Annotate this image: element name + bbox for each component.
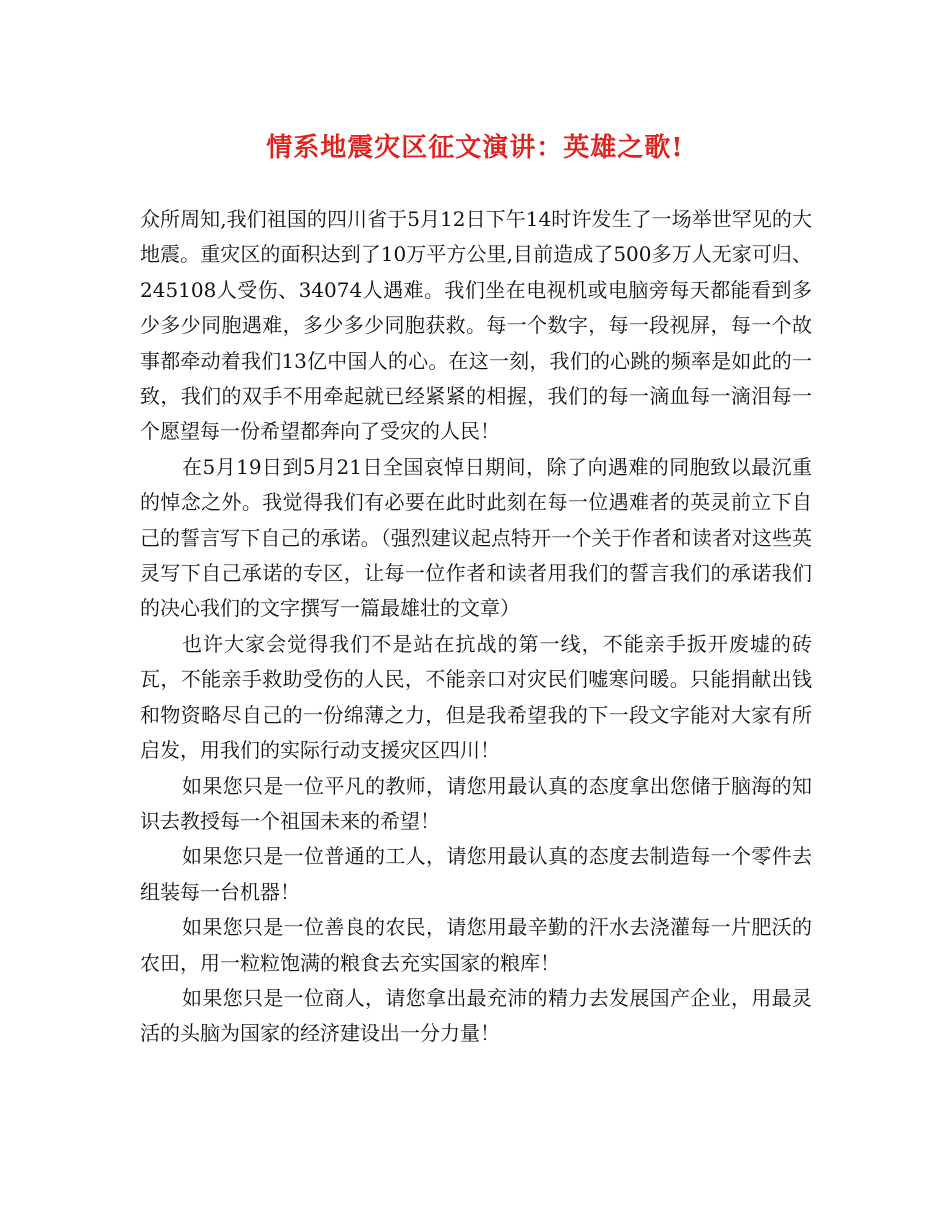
- paragraph-teacher: 如果您只是一位平凡的教师，请您用最认真的态度拿出您储于脑海的知识去教授每一个祖国未来的希望！: [140, 773, 812, 833]
- paragraph-merchant: 如果您只是一位商人，请您拿出最充沛的精力去发展国产企业，用最灵活的头脑为国家的经济建设出一分力量！: [140, 985, 812, 1046]
- paragraph-mourning: 在5月19日到5月21日全国哀悼日期间，除了向遇难的同胞致以最沉重的悼念之外。我觉得我们有必要在此时此刻在每一位遇难者的英灵前立下自己的誓言写下自己的承诺。（强烈建议起点特开一个关于作者和读者对这些英灵写下自己承诺的专区，让每一位作者和读者用我们的誓言我们的承诺我们的决心我们的文字撰写一篇最雄壮的文章）: [140, 454, 812, 621]
- paragraph-worker: 如果您只是一位普通的工人，请您用最认真的态度去制造每一个零件去组装每一台机器！: [140, 844, 812, 904]
- paragraph-intro: 众所周知,我们祖国的四川省于5月12日下午14时许发生了一场举世罕见的大地震。重灾区的面积达到了10万平方公里,目前造成了500多万人无家可归、245108人受伤、34074人遇难。我们坐在电视机或电脑旁每天都能看到多少多少同胞遇难，多少多少同胞获救。每一个数字，每一段视屏，每一个故事都牵动着我们13亿中国人的心。在这一刻，我们的心跳的频率是如此的一致，我们的双手不用牵起就已经紧紧的相握，我们的每一滴血每一滴泪每一个愿望每一份希望都奔向了受灾的人民！: [140, 207, 812, 444]
- document-title: 情系地震灾区征文演讲：英雄之歌!: [266, 133, 684, 163]
- document-body: [140, 202, 812, 1052]
- paragraph-farmer: 如果您只是一位善良的农民，请您用最辛勤的汗水去浇灌每一片肥沃的农田，用一粒粒饱满的粮食去充实国家的粮库！: [140, 915, 812, 975]
- paragraph-support: 也许大家会觉得我们不是站在抗战的第一线，不能亲手扳开废墟的砖瓦，不能亲手救助受伤的人民，不能亲口对灾民们嘘寒问暖。只能捐献出钱和物资略尽自己的一份绵薄之力，但是我希望我的下一段文字能对大家有所启发，用我们的实际行动支援灾区四川！: [140, 631, 812, 763]
